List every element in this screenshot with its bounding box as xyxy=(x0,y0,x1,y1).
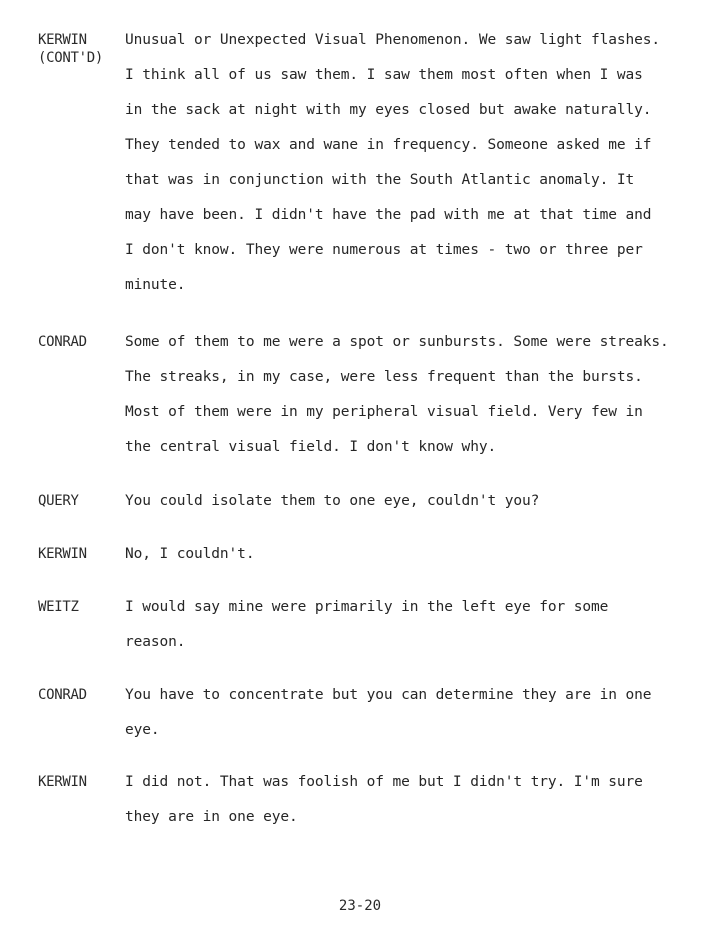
text-line: I did not. That was foolish of me but I didn't try. I'm sure xyxy=(125,774,643,790)
text-line: in the sack at night with my eyes closed but awake naturally. xyxy=(125,102,652,118)
speaker-name: KERWIN xyxy=(38,32,87,48)
text-line: minute. xyxy=(125,277,186,293)
speaker-label xyxy=(38,773,123,791)
transcript-text xyxy=(125,31,695,311)
speaker-continued: (CONT'D) xyxy=(38,50,104,66)
text-line: eye. xyxy=(125,722,160,738)
text-line: I would say mine were primarily in the left eye for some xyxy=(125,599,609,615)
text-line: Some of them to me were a spot or sunbursts. Some were streaks. xyxy=(125,334,669,350)
text-line: They tended to wax and wane in frequency. Someone asked me if xyxy=(125,137,652,153)
text-line: they are in one eye. xyxy=(125,809,298,825)
text-line: The streaks, in my case, were less frequent than the bursts. xyxy=(125,369,643,385)
text-line: I think all of us saw them. I saw them most often when I was xyxy=(125,67,643,83)
speaker-label xyxy=(38,545,123,563)
text-line: No, I couldn't. xyxy=(125,546,255,562)
transcript-text xyxy=(125,492,695,527)
text-line: You have to concentrate but you can determine they are in one xyxy=(125,687,652,703)
text-line: I don't know. They were numerous at times - two or three per xyxy=(125,242,643,258)
speaker-name: CONRAD xyxy=(38,334,87,350)
page-number: 23-20 xyxy=(338,898,382,914)
speaker-label xyxy=(38,598,123,616)
text-line: Most of them were in my peripheral visual field. Very few in xyxy=(125,404,643,420)
text-line: Unusual or Unexpected Visual Phenomenon. We saw light flashes. xyxy=(125,32,661,48)
text-line: You could isolate them to one eye, couldn't you? xyxy=(125,493,540,509)
speaker-label xyxy=(38,333,123,351)
speaker-label xyxy=(38,686,123,704)
speaker-label xyxy=(38,31,123,67)
text-line: reason. xyxy=(125,634,186,650)
transcript-text xyxy=(125,333,695,473)
speaker-name: WEITZ xyxy=(38,599,79,615)
speaker-name: QUERY xyxy=(38,493,79,509)
transcript-text xyxy=(125,545,695,580)
speaker-label xyxy=(38,492,123,510)
text-line: may have been. I didn't have the pad with me at that time and xyxy=(125,207,652,223)
text-line: the central visual field. I don't know why. xyxy=(125,439,497,455)
transcript-text xyxy=(125,686,695,756)
transcript-text xyxy=(125,773,695,843)
transcript-text xyxy=(125,598,695,668)
speaker-name: KERWIN xyxy=(38,546,87,562)
speaker-name: CONRAD xyxy=(38,687,87,703)
text-line: that was in conjunction with the South Atlantic anomaly. It xyxy=(125,172,635,188)
speaker-name: KERWIN xyxy=(38,774,87,790)
